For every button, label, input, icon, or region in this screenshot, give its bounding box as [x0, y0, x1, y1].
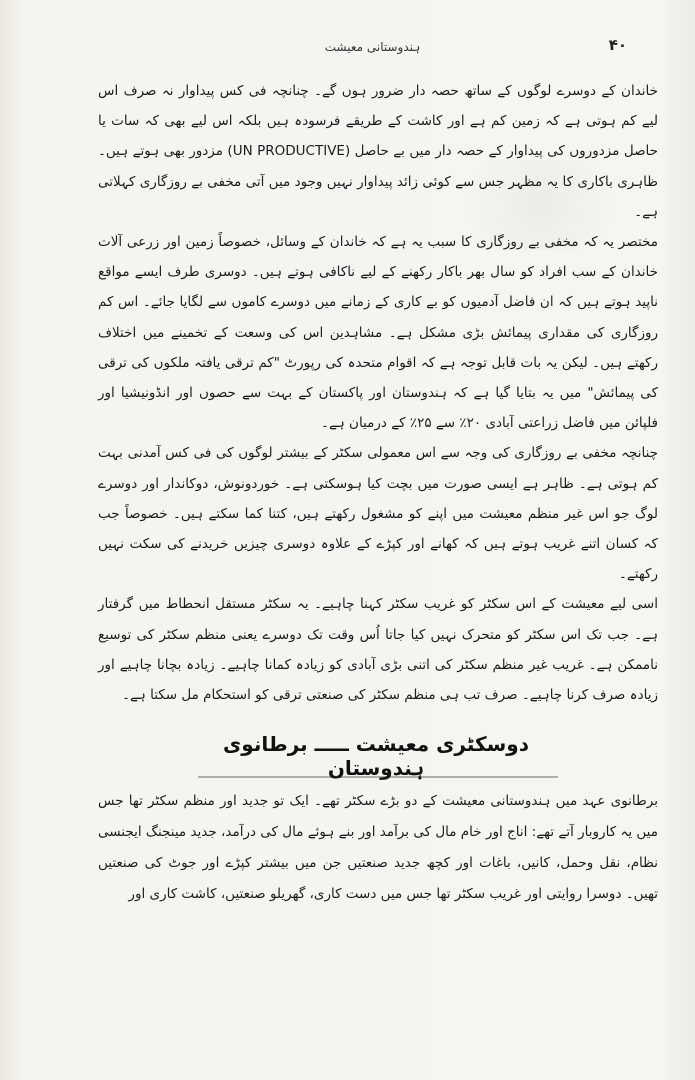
page-number: ۴۰ — [608, 36, 627, 54]
paragraph: مختصر یہ کہ مخفی بے روزگاری کا سبب یہ ہے کہ خاندان کے وسائل، خصوصاً زمین اور زرعی آلات خاندان کے سب افراد کو سال بھر باکار رکھنے کے لیے ناکافی ہوتے ہیں۔ دوسری طرف ایسے مواقع ناپید ہوتے ہیں کہ ان فاضل آدمیوں کو بے کاری کے زمانے میں دوسرے کاموں سے لگایا جائے۔ اس کم روزگاری کی مقداری پیمائش بڑی مشکل ہے۔ مشاہدین اس کی وسعت کے تخمینے میں اختلاف رکھتے ہیں۔ لیکن یہ بات قابل توجہ ہے کہ اقوام متحدہ کی رپورٹ "کم ترقی یافتہ ملکوں کی ترقی کی پیمائش" میں یہ بتایا گیا ہے کہ ہندوستان اور پاکستان کے بہت سے حصوں اور انڈونیشیا اور فلپائن میں فاضل زراعتی آبادی ۲۰٪ سے ۲۵٪ کے درمیان ہے۔ — [98, 234, 658, 432]
heading-rule — [198, 776, 558, 778]
paragraph: اسی لیے معیشت کے اس سکٹر کو غریب سکٹر کہنا چاہیے۔ یہ سکٹر مستقل انحطاط میں گرفتار ہے۔ جب تک اس سکٹر کو متحرک نہیں کیا جاتا اُس وقت تک دوسرے یعنی منظم سکٹر کی توسیع ناممکن ہے۔ غریب غیر منظم سکٹر کی اتنی بڑی آبادی کو زیادہ کمانا چاہیے۔ زیادہ بچانا چاہیے اور زیادہ صرف کرنا چاہیے۔ صرف تب ہی منظم سکٹر کی صنعتی ترقی کو استحکام مل سکتا ہے۔ — [98, 596, 658, 704]
paragraph: خاندان کے دوسرے لوگوں کے ساتھ حصہ دار ضرور ہوں گے۔ چنانچہ فی کس پیداوار نہ صرف اس لیے کم ہوتی ہے کہ زمین کم ہے اور کاشت کے طریقے فرسودہ ہیں بلکہ اس لیے بھی کہ سات یا حاصل مزدوروں کی پیداوار کے حصہ دار میں بے حاصل (UN PRODUCTIVE) مزدور بھی ہوتے ہیں۔ ظاہری باکاری کا یہ مظہر جس سے کوئی زائد پیداوار نہیں وجود میں آتی مخفی بے روزگاری کہلاتی ہے۔ — [98, 83, 658, 220]
section-two-text — [98, 786, 658, 910]
paragraph: چنانچہ مخفی بے روزگاری کی وجہ سے اس معمولی سکٹر کے بیشتر لوگوں کی فی کس آمدنی بہت کم ہوتی ہے۔ ظاہر ہے ایسی صورت میں بچت کیا ہوسکتی ہے۔ خوردونوش، دوکاندار اور دوسرے لوگ جو اس غیر منظم معیشت میں اپنے کو مشغول رکھتے ہیں، کتنا کما سکتے ہیں۔ خصوصاً جب کہ کسان اتنے غریب ہوتے ہیں کہ کھانے اور کپڑے کے علاوہ دوسری چیزیں خریدنے کی سکت نہیں رکھتے۔ — [98, 445, 658, 583]
page-header — [90, 36, 655, 62]
section-one-text — [98, 76, 658, 710]
running-title: ہندوستانی معیشت — [324, 40, 421, 54]
paragraph: برطانوی عہد میں ہندوستانی معیشت کے دو بڑے سکٹر تھے۔ ایک تو جدید اور منظم سکٹر تھا جس میں یہ کاروبار آتے تھے: اناج اور خام مال کی برآمد اور بنے ہوئے مال کی درآمد، جدید مینجنگ ایجنسی نظام، نقل وحمل، کانیں، باغات اور کچھ جدید صنعتیں جن میں بیشتر کپڑے اور جوٹ کی صنعتیں تھیں۔ دوسرا روایتی اور غریب سکٹر تھا جس میں دست کاری، گھریلو صنعتیں، کاشت کاری اور — [98, 793, 658, 902]
section-heading: دوسکٹری معیشت ـــــ برطانوی ہندوستان — [222, 732, 530, 780]
